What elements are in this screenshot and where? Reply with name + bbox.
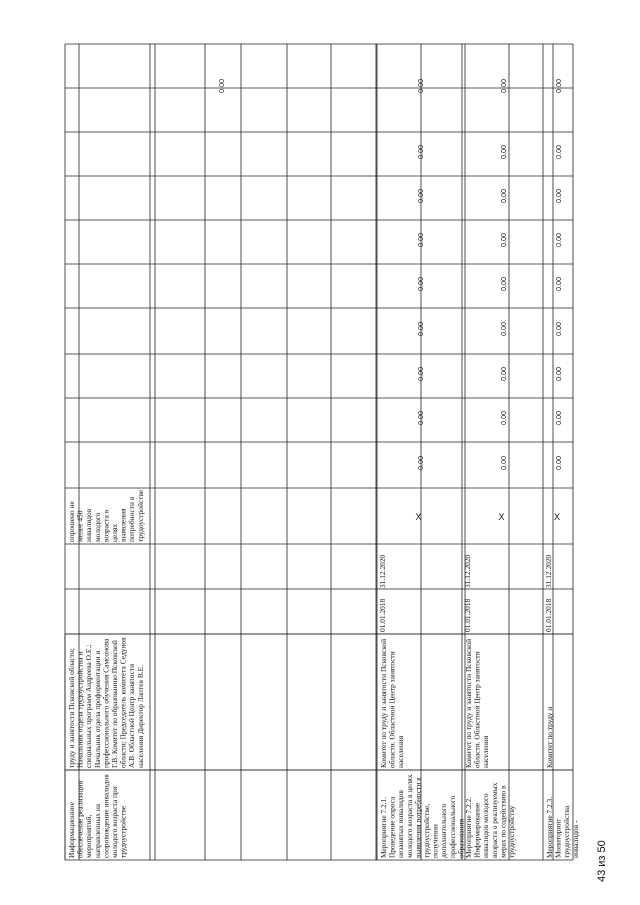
- row-3-value-3: 0.00: [554, 367, 563, 381]
- row-3-value-2: 0.00: [554, 411, 563, 425]
- row-1-end-date: 31.12.2020: [378, 554, 387, 588]
- row-2-value-6: 0.00: [498, 233, 508, 247]
- row-3-description: Мероприятие 7.2.3. Мониторинг трудоустройства инвалидов -: [545, 796, 580, 858]
- row-1-value-1: 0.00: [415, 456, 425, 470]
- row-1-value-8: 0.00: [415, 145, 425, 159]
- row-1-value-5: 0.00: [415, 277, 425, 291]
- row-2-executors: Комитет по труду и занятости Псковской области. Областной Центр занятости населения: [464, 638, 491, 768]
- row-0-executors: труду и занятости Псковской области; Начальник отдела трудоустройства и специальных программ Андреева О.Е.; Начальник отдела профориентации и профессионального обучения Самсонова Г.В. Комитет по образованию Псковской области; Председатель комитета Седунов А.В. Областной Центр занятости населения Директор Лаптев В.Е.: [67, 637, 145, 768]
- row-2-start-date: 01.01.2018: [463, 598, 472, 632]
- row-2-value-3: 0.00: [498, 367, 508, 381]
- row-2-indicator: X: [498, 512, 505, 522]
- row-1-executors: Комитет по труду и занятости Псковской области. Областной Центр занятости населения: [379, 638, 406, 768]
- row-0-value-9: 0.00: [217, 79, 226, 93]
- row-1-value-4: 0.00: [415, 322, 425, 336]
- row-0-description: Информационное обеспечение реализации мероприятий, направленных на сопровождение инвалидов молодого возраста при трудоустройстве: [67, 774, 128, 858]
- row-3-value-4: 0.00: [554, 322, 563, 336]
- row-1-value-3: 0.00: [415, 367, 425, 381]
- row-1-value-9: 0.00: [415, 79, 425, 93]
- row-2-value-5: 0.00: [498, 277, 508, 291]
- row-3-value-5: 0.00: [554, 277, 563, 291]
- row-2-value-4: 0.00: [498, 322, 508, 336]
- row-3-value-1: 0.00: [554, 456, 563, 470]
- row-2-end-date: 31.12.2020: [463, 554, 472, 588]
- program-table: [65, 44, 580, 860]
- row-0-indicator: опрошено не менее 450 инвалидов молодого возраста в целях выявления потребности в трудоустройстве: [67, 489, 145, 542]
- row-2-value-2: 0.00: [498, 411, 508, 425]
- row-2-value-8: 0.00: [498, 145, 508, 159]
- row-2-value-9: 0.00: [498, 79, 508, 93]
- row-1-value-6: 0.00: [415, 233, 425, 247]
- row-1-value-2: 0.00: [415, 411, 425, 425]
- row-3-start-date: 01.01.2018: [544, 598, 553, 632]
- row-3-end-date: 31.12.2020: [544, 554, 553, 588]
- row-3-value-7: 0.00: [554, 189, 563, 203]
- row-1-indicator: X: [415, 512, 422, 522]
- row-2-value-7: 0.00: [498, 189, 508, 203]
- page-number: 43 из 50: [596, 840, 608, 882]
- row-2-description: Мероприятие 7.2.2. Информирование инвалидов молодого возраста о реализуемых мерах по содействию в трудоустройству: [464, 782, 516, 858]
- row-3-indicator: X: [554, 512, 561, 522]
- row-3-value-8: 0.00: [554, 145, 563, 159]
- row-3-executors: Комитет по труду и: [545, 706, 554, 768]
- row-3-value-9: 0.00: [554, 79, 563, 93]
- row-1-value-7: 0.00: [415, 189, 425, 203]
- row-3-value-6: 0.00: [554, 233, 563, 247]
- row-2-value-1: 0.00: [498, 456, 508, 470]
- row-1-description: Мероприятие 7.2.1. Проведение опроса незанятых инвалидов молодого возраста в целях выявления потребности в трудоустройстве, получении дополнительного профессионального образования: [379, 774, 466, 858]
- row-1-start-date: 01.01.2018: [378, 598, 387, 632]
